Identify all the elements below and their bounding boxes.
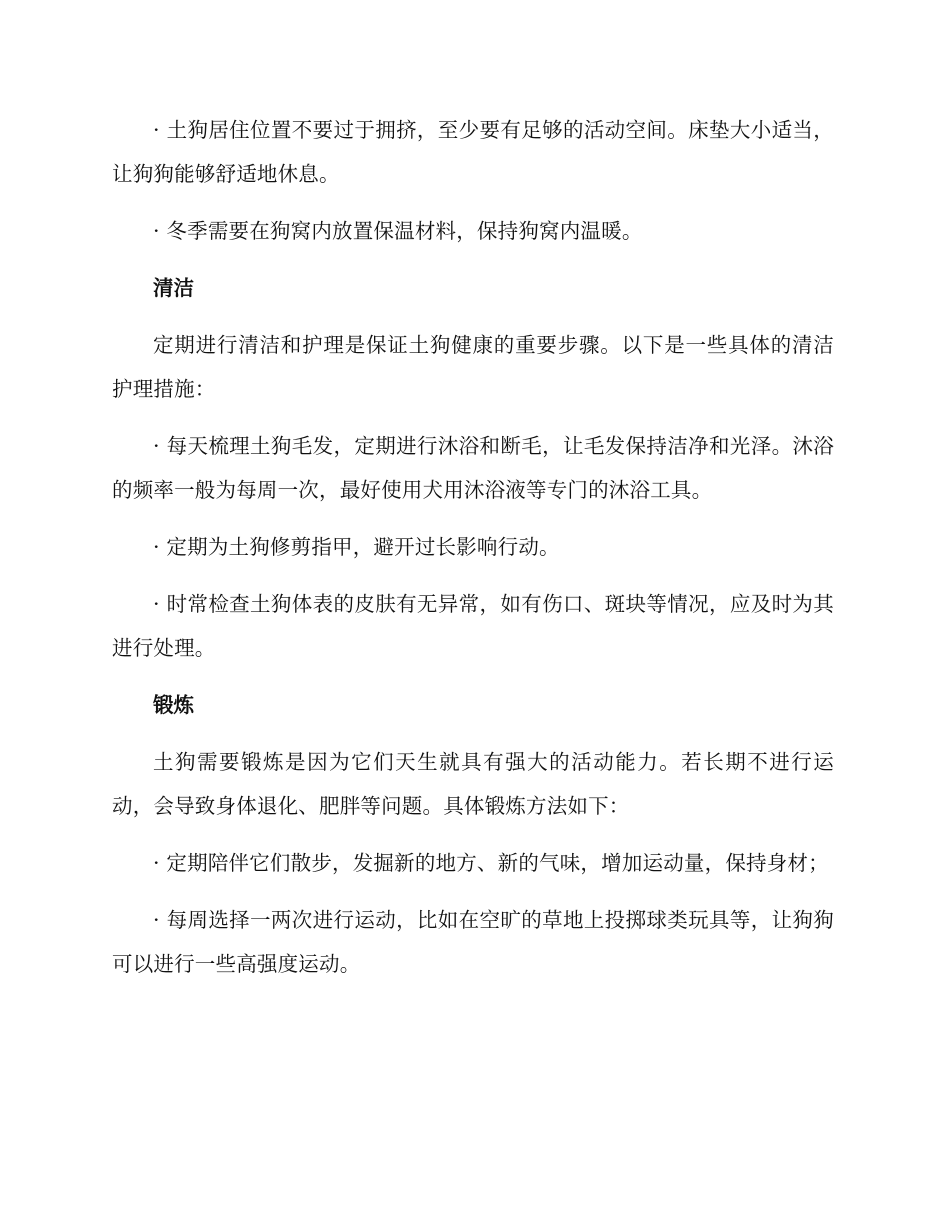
paragraph-cleaning-intro: 定期进行清洁和护理是保证土狗健康的重要步骤。以下是一些具体的清洁护理措施：	[112, 333, 834, 401]
paragraph-skin-check: · 时常检查土狗体表的皮肤有无异常，如有伤口、斑块等情况，应及时为其进行处理。	[112, 592, 834, 660]
document-page	[112, 108, 834, 999]
paragraph-walking: · 定期陪伴它们散步，发掘新的地方、新的气味，增加运动量，保持身材；	[153, 851, 829, 875]
paragraph-grooming-bathing: · 每天梳理土狗毛发，定期进行沐浴和断毛，让毛发保持洁净和光泽。沐浴的频率一般为每周一次，最好使用犬用沐浴液等专门的沐浴工具。	[112, 434, 834, 502]
section-heading-cleaning: 清洁	[153, 276, 194, 300]
paragraph-winter-insulation: · 冬季需要在狗窝内放置保温材料，保持狗窝内温暖。	[153, 219, 643, 243]
paragraph-high-intensity: · 每周选择一两次进行运动，比如在空旷的草地上投掷球类玩具等，让狗狗可以进行一些高强度运动。	[112, 908, 834, 976]
paragraph-nail-trimming: · 定期为土狗修剪指甲，避开过长影响行动。	[153, 535, 560, 559]
paragraph-living-space: · 土狗居住位置不要过于拥挤，至少要有足够的活动空间。床垫大小适当，让狗狗能够舒适地休息。	[112, 118, 834, 186]
section-heading-exercise: 锻炼	[153, 693, 194, 717]
paragraph-exercise-intro: 土狗需要锻炼是因为它们天生就具有强大的活动能力。若长期不进行运动，会导致身体退化、肥胖等问题。具体锻炼方法如下：	[112, 750, 834, 818]
